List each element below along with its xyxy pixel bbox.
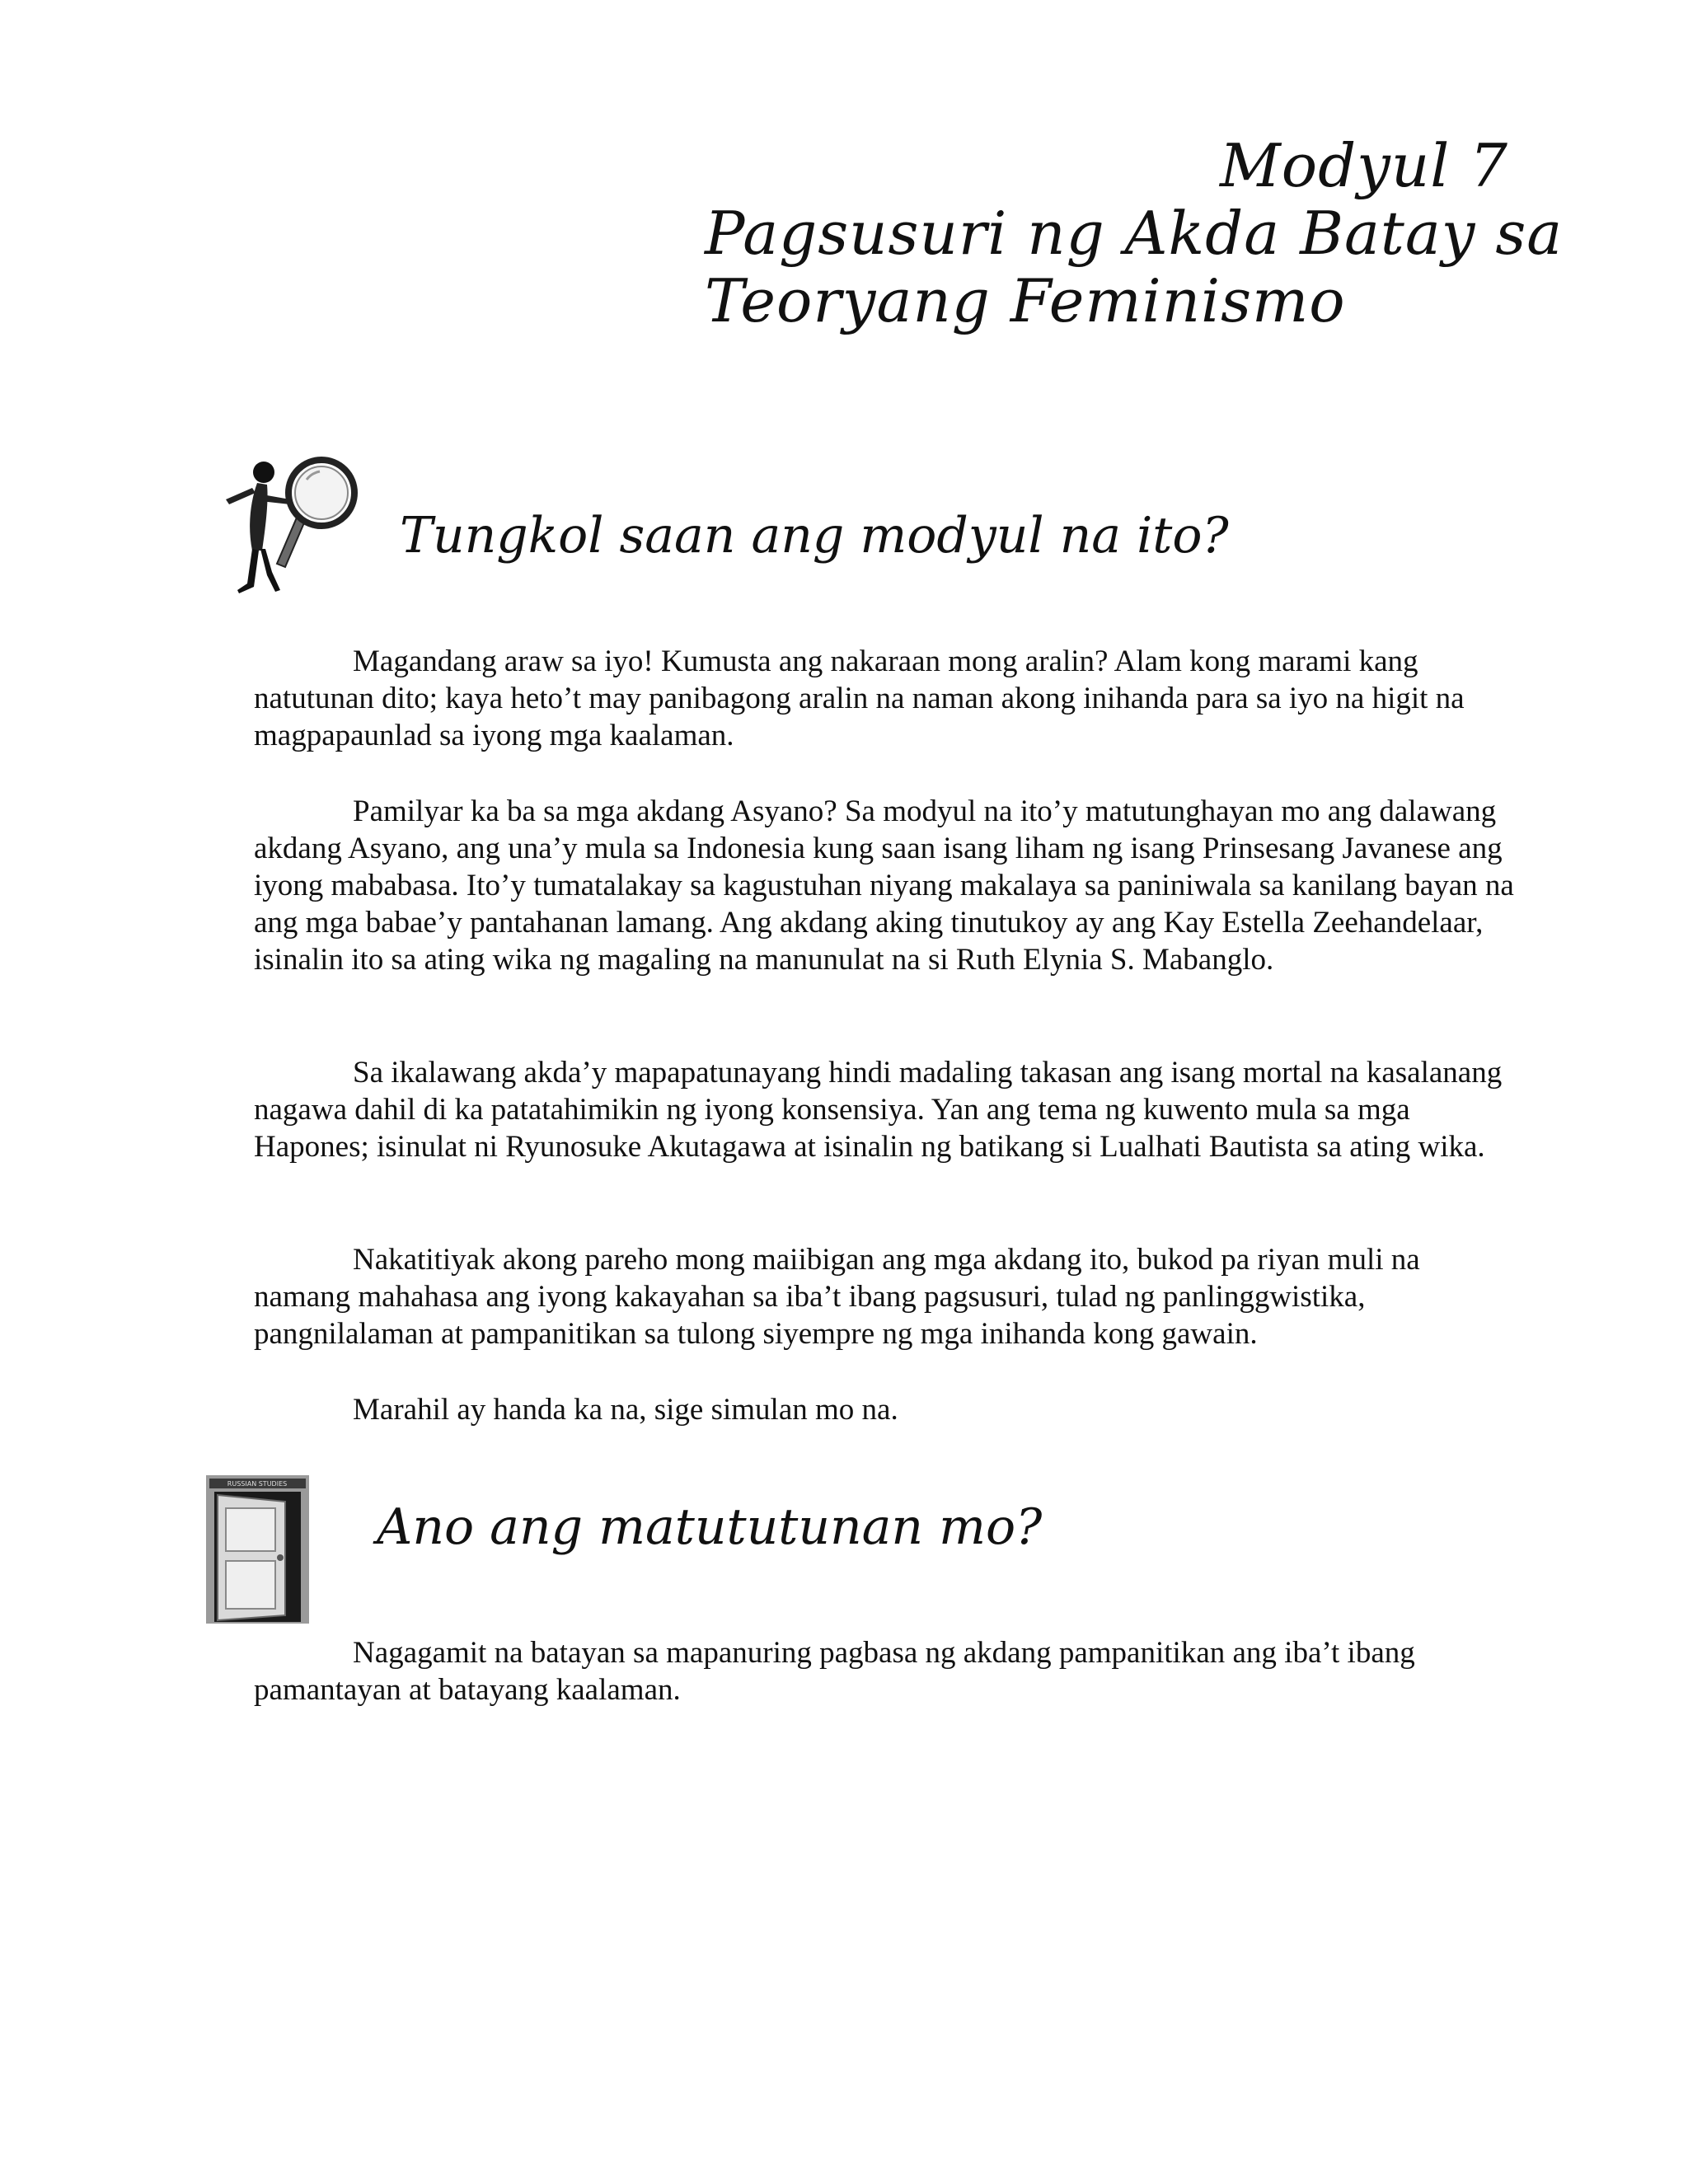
door-sign-text: RUSSIAN STUDIES bbox=[227, 1480, 288, 1488]
section-heading-learning: Ano ang matututunan mo? bbox=[377, 1498, 1043, 1556]
module-title-line-1: Pagsusuri ng Akda Batay sa bbox=[705, 199, 1564, 268]
paragraph-learning-objective: Nagagamit na batayan sa mapanuring pagbasa ng akdang pampanitikan ang iba’t ibang pamantayan at batayang kaalaman. bbox=[254, 1636, 1415, 1707]
paragraph-intro: Magandang araw sa iyo! Kumusta ang nakaraan mong aralin? Alam kong marami kang natutunan dito; kaya heto’t may panibagong aralin na naman akong inihanda para sa iyo na higit na magpapaunlad sa iyong mga kaalaman. bbox=[254, 644, 1465, 752]
module-title-line-2: Teoryang Feminismo bbox=[705, 266, 1346, 335]
door-icon bbox=[206, 1475, 309, 1624]
module-number: Modyul 7 bbox=[1220, 131, 1508, 200]
paragraph-start: Marahil ay handa ka na, sige simulan mo na. bbox=[353, 1393, 898, 1427]
paragraph-expectations: Nakatitiyak akong pareho mong maiibigan ang mga akdang ito, bukod pa riyan muli na namang mahahasa ang iyong kakayahan sa iba’t ibang pagsusuri, tulad ng panlinggwistika, pangnilalaman at pampanitikan sa tulong siyempre ng mga inihanda kong gawain. bbox=[254, 1243, 1420, 1351]
section-heading-about: Tungkol saan ang modyul na ito? bbox=[400, 507, 1229, 565]
detective-magnifier-icon bbox=[214, 452, 359, 596]
paragraph-asian-works: Pamilyar ka ba sa mga akdang Asyano? Sa modyul na ito’y matutunghayan mo ang dalawang akdang Asyano, ang una’y mula sa Indonesia kung saan isang liham ng isang Prinsesang Javanese ang iyong mababasa. Ito’y tumatalakay sa kagustuhan niyang makalaya sa paniniwala sa kanilang bayan na ang mga babae’y pantahanan lamang. Ang akdang aking tinutukoy ay ang Kay Estella Zeehandelaar, isinalin ito sa ating wika ng magaling na manunulat na si Ruth Elynia S. Mabanglo. bbox=[254, 794, 1514, 977]
paragraph-second-work: Sa ikalawang akda’y mapapatunayang hindi madaling takasan ang isang mortal na kasalanang nagawa dahil di ka patatahimikin ng iyong konsensiya. Yan ang tema ng kuwento mula sa mga Hapones; isinulat ni Ryunosuke Akutagawa at isinalin ng batikang si Lualhati Bautista sa ating wika. bbox=[254, 1056, 1503, 1164]
